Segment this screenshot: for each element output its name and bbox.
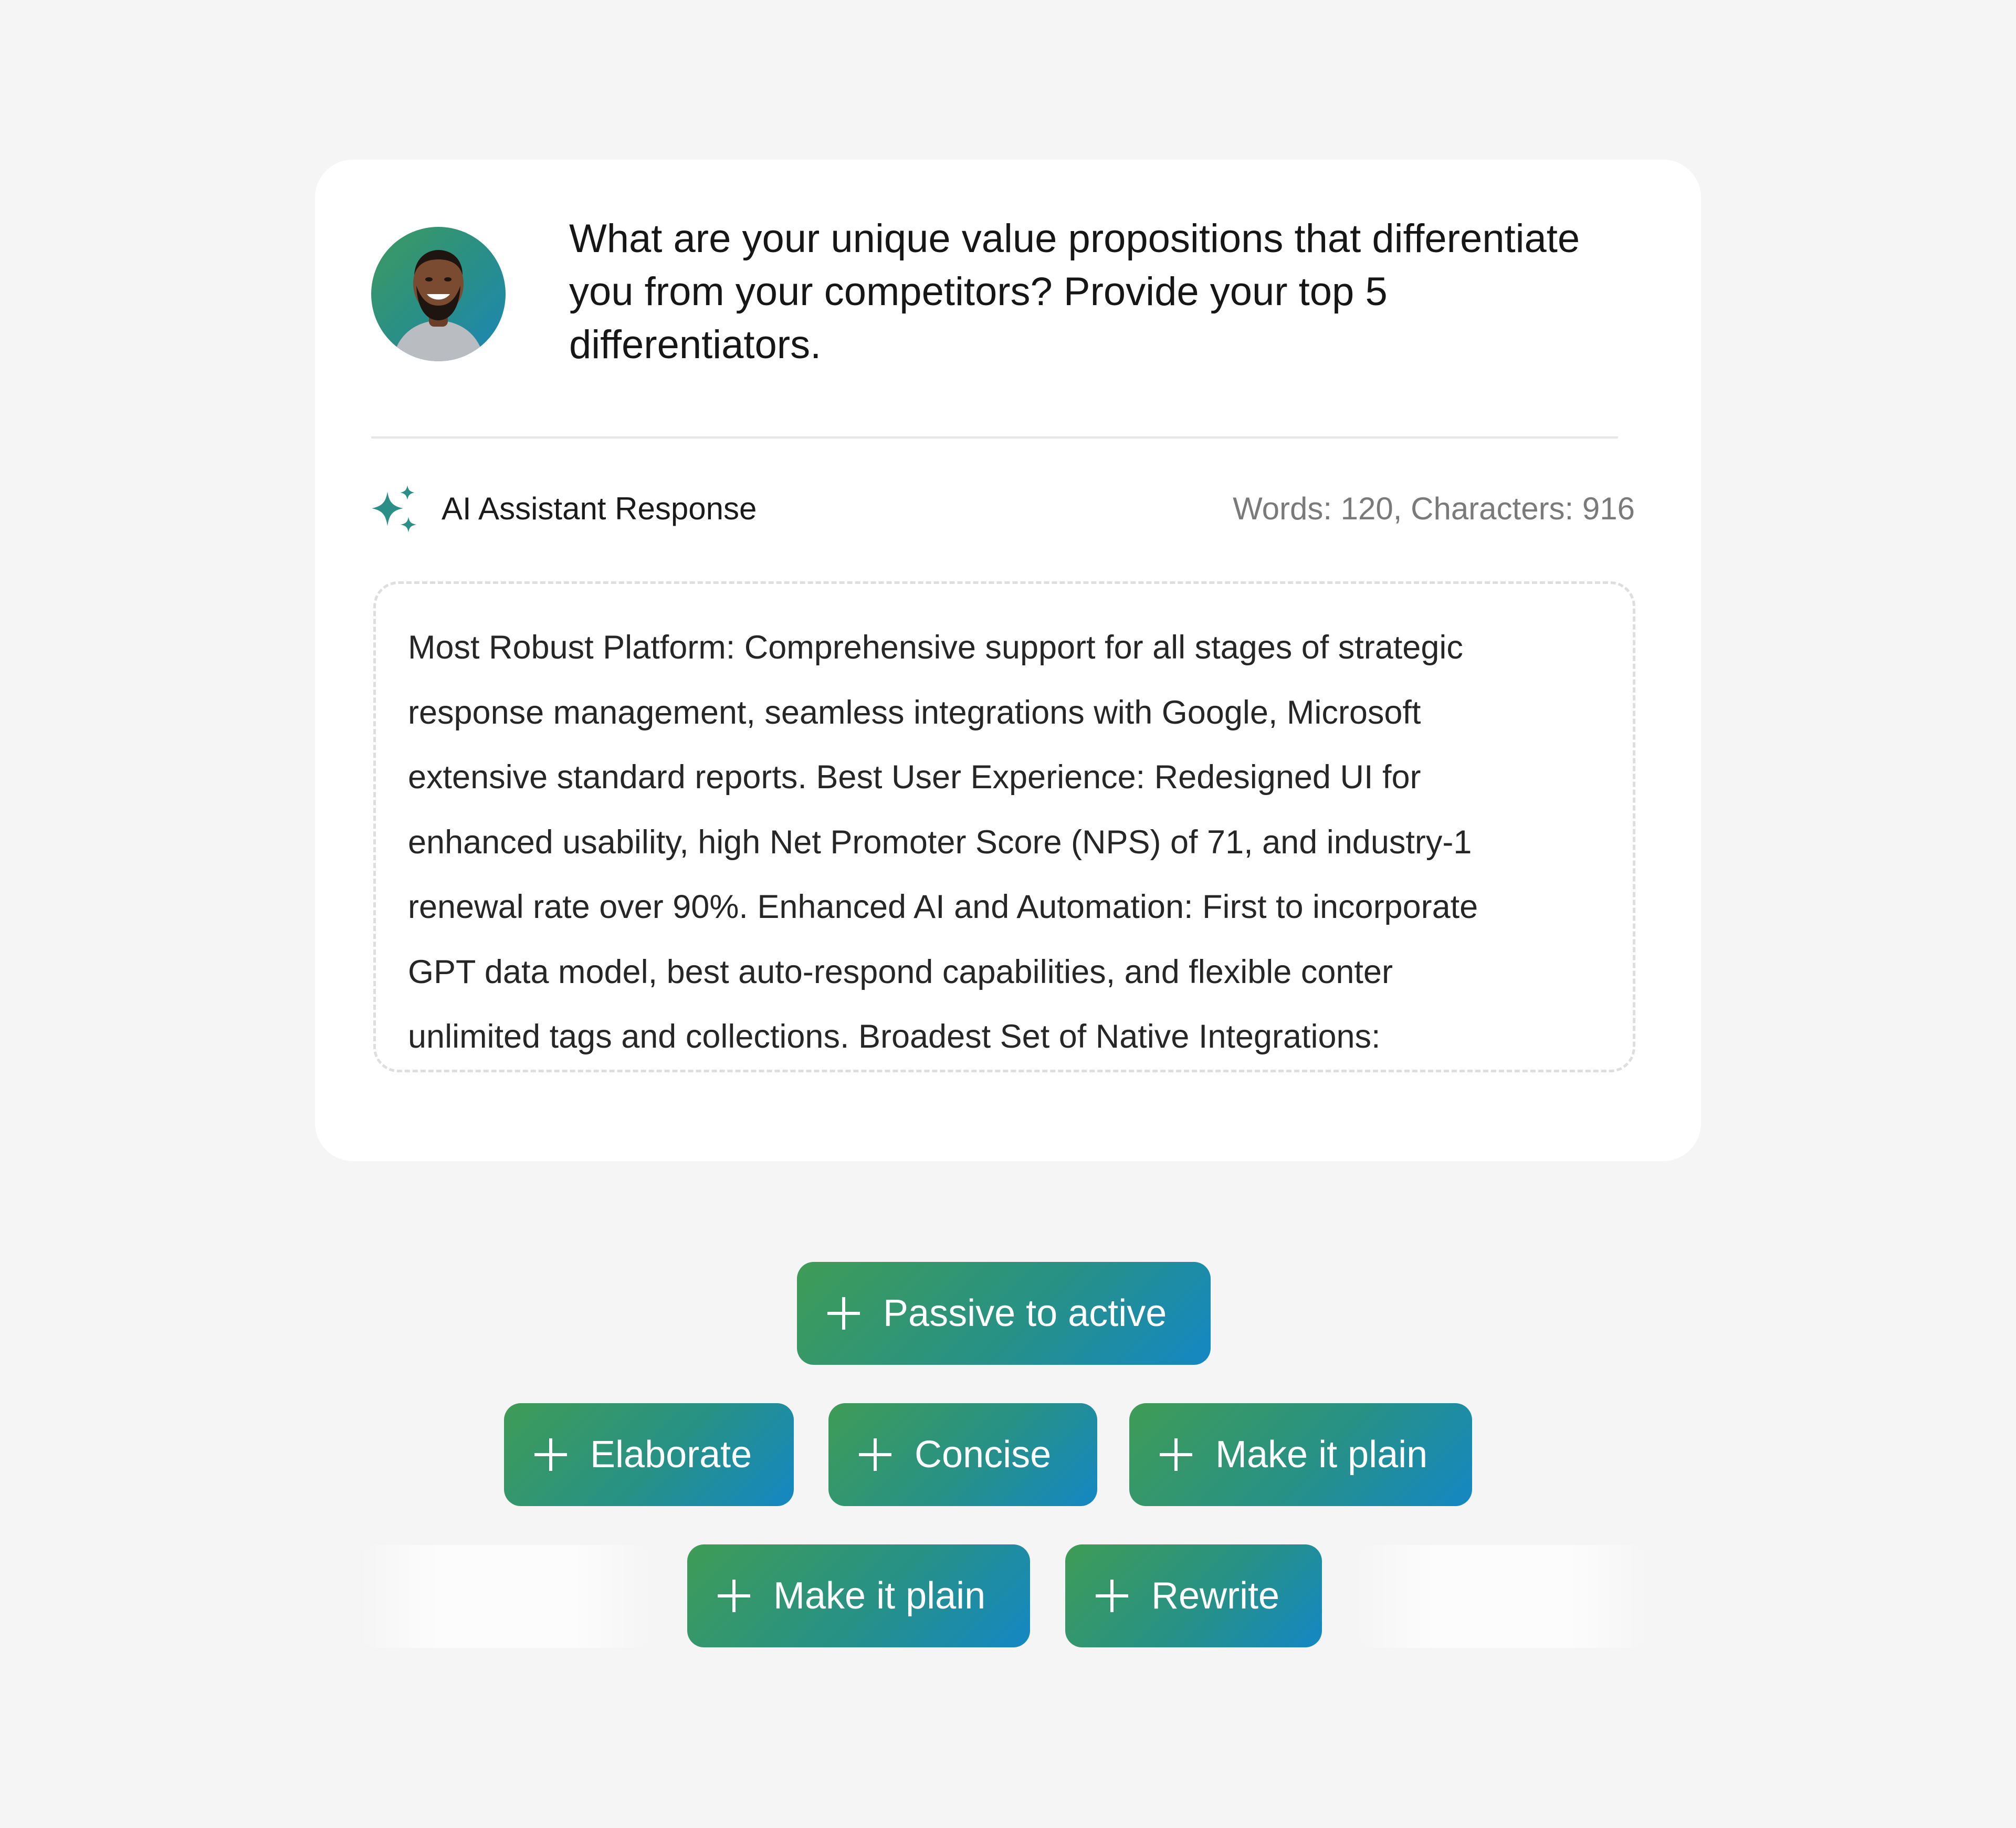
make-it-plain-button[interactable] <box>1129 1403 1472 1506</box>
placeholder-chip <box>1353 1545 1651 1648</box>
chip-label: Passive to active <box>883 1292 1167 1334</box>
response-text-box[interactable] <box>373 581 1635 1072</box>
response-text <box>408 615 1610 1070</box>
chip-label: Make it plain <box>773 1575 986 1617</box>
make-it-plain-button[interactable] <box>687 1544 1030 1647</box>
plus-icon <box>859 1438 891 1471</box>
passive-to-active-button[interactable] <box>797 1262 1211 1365</box>
plus-icon <box>534 1438 567 1471</box>
word-character-count: Words: 120, Characters: 916 <box>1233 491 1635 526</box>
response-line: enhanced usability, high Net Promoter Score (NPS) of 71, and industry-1 <box>408 823 1472 861</box>
response-line: response management, seamless integrations with Google, Microsoft <box>408 694 1421 731</box>
response-line: Most Robust Platform: Comprehensive support for all stages of strategic <box>408 629 1463 666</box>
question-text: What are your unique value propositions that differentiate you from your competitors? Provide your top 5 differentiators. <box>569 216 1580 367</box>
plus-icon <box>1160 1438 1192 1471</box>
concise-button[interactable] <box>828 1403 1097 1506</box>
response-line: GPT data model, best auto-respond capabilities, and flexible conter <box>408 953 1393 990</box>
sparkle-icon <box>370 484 420 535</box>
chip-label: Concise <box>915 1434 1052 1476</box>
user-avatar <box>371 227 506 361</box>
placeholder-chip <box>357 1545 655 1648</box>
chip-label: Rewrite <box>1151 1575 1280 1617</box>
plus-icon <box>718 1580 750 1612</box>
plus-icon <box>1096 1580 1128 1612</box>
chip-label: Make it plain <box>1215 1434 1428 1476</box>
response-label: AI Assistant Response <box>442 491 757 526</box>
qa-card <box>315 160 1701 1161</box>
rewrite-button[interactable] <box>1065 1544 1322 1647</box>
response-line: renewal rate over 90%. Enhanced AI and Automation: First to incorporate <box>408 889 1478 925</box>
divider <box>371 436 1618 438</box>
response-line: extensive standard reports. Best User Experience: Redesigned UI for <box>408 759 1421 796</box>
person-icon <box>371 227 506 361</box>
plus-icon <box>827 1297 860 1330</box>
chip-label: Elaborate <box>590 1434 752 1476</box>
response-line: unlimited tags and collections. Broadest Set of Native Integrations: <box>408 1018 1381 1055</box>
elaborate-button[interactable] <box>504 1403 794 1506</box>
